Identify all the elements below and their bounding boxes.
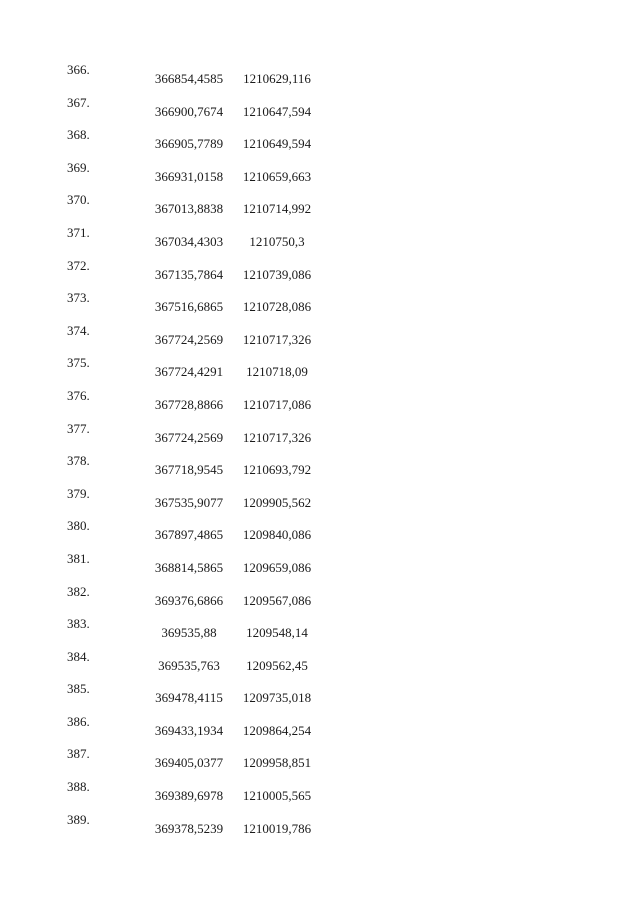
row-number: 367.	[67, 94, 90, 110]
row-number: 380.	[67, 518, 90, 534]
y-coordinate: 1209548,14	[246, 625, 308, 641]
table-row	[0, 355, 640, 388]
row-number: 384.	[67, 648, 90, 664]
y-coordinate: 1210714,992	[242, 201, 312, 217]
row-number: 381.	[67, 550, 90, 566]
row-number: 376.	[67, 387, 90, 403]
x-coordinate: 369478,4115	[155, 690, 223, 706]
y-coordinate: 1209562,45	[246, 657, 308, 673]
y-coordinate: 1210629,116	[243, 71, 311, 86]
row-number: 375.	[67, 355, 90, 371]
table-row	[0, 616, 640, 649]
table-row	[0, 95, 640, 128]
y-coordinate: 1210728,086	[242, 299, 312, 315]
x-coordinate: 369535,763	[158, 657, 220, 673]
x-coordinate: 367535,9077	[154, 494, 224, 510]
table-row	[0, 486, 640, 519]
x-coordinate: 369376,6866	[154, 592, 224, 608]
x-coordinate: 369389,6978	[154, 788, 224, 804]
table-row	[0, 225, 640, 258]
x-coordinate: 367897,4865	[154, 527, 224, 543]
x-coordinate: 366854,4585	[154, 71, 224, 86]
row-number: 366.	[67, 62, 90, 77]
y-coordinate: 1209840,086	[242, 527, 312, 543]
table-row	[0, 290, 640, 323]
table-row	[0, 453, 640, 486]
x-coordinate: 369433,1934	[154, 722, 224, 738]
x-coordinate: 367728,8866	[154, 396, 224, 412]
row-number: 387.	[67, 746, 90, 762]
table-row	[0, 746, 640, 779]
y-coordinate: 1209567,086	[242, 592, 312, 608]
row-number: 386.	[67, 713, 90, 729]
row-number: 382.	[67, 583, 90, 599]
y-coordinate: 1210717,326	[242, 429, 312, 445]
y-coordinate: 1210019,786	[242, 820, 312, 836]
y-coordinate: 1210005,565	[242, 788, 312, 804]
y-coordinate: 1210693,792	[242, 462, 312, 478]
x-coordinate: 369378,5239	[154, 820, 224, 836]
y-coordinate: 1210750,3	[249, 233, 305, 249]
y-coordinate: 1209659,086	[242, 559, 312, 575]
x-coordinate: 366931,0158	[154, 168, 224, 184]
x-coordinate: 367013,8838	[154, 201, 224, 217]
row-number: 377.	[67, 420, 90, 436]
y-coordinate: 1209735,018	[242, 690, 312, 706]
x-coordinate: 369405,0377	[154, 755, 224, 771]
y-coordinate: 1209864,254	[242, 722, 312, 738]
table-row	[0, 62, 640, 95]
y-coordinate: 1210718,09	[246, 364, 308, 380]
table-row	[0, 518, 640, 551]
row-number: 383.	[67, 616, 90, 632]
row-number: 373.	[67, 290, 90, 306]
x-coordinate: 368814,5865	[154, 559, 224, 575]
table-row	[0, 160, 640, 193]
table-row	[0, 779, 640, 812]
y-coordinate: 1210659,663	[242, 168, 312, 184]
x-coordinate: 367724,2569	[154, 429, 224, 445]
coordinate-table	[0, 62, 640, 844]
row-number: 379.	[67, 485, 90, 501]
x-coordinate: 366905,7789	[154, 136, 224, 152]
row-number: 388.	[67, 779, 90, 795]
y-coordinate: 1209958,851	[242, 755, 312, 771]
x-coordinate: 367724,4291	[154, 364, 224, 380]
y-coordinate: 1209905,562	[242, 494, 312, 510]
row-number: 374.	[67, 322, 90, 338]
table-row	[0, 551, 640, 584]
row-number: 370.	[67, 192, 90, 208]
table-row	[0, 584, 640, 617]
y-coordinate: 1210649,594	[242, 136, 312, 152]
row-number: 368.	[67, 127, 90, 143]
x-coordinate: 369535,88	[161, 625, 217, 641]
table-row	[0, 714, 640, 747]
row-number: 369.	[67, 159, 90, 175]
x-coordinate: 367516,6865	[154, 299, 224, 315]
table-row	[0, 258, 640, 291]
x-coordinate: 367718,9545	[154, 462, 224, 478]
table-row	[0, 421, 640, 454]
row-number: 371.	[67, 224, 90, 240]
x-coordinate: 367724,2569	[154, 331, 224, 347]
table-row	[0, 681, 640, 714]
x-coordinate: 367135,7864	[154, 266, 224, 282]
x-coordinate: 367034,4303	[154, 233, 224, 249]
y-coordinate: 1210717,086	[242, 396, 312, 412]
y-coordinate: 1210717,326	[242, 331, 312, 347]
row-number: 389.	[67, 811, 90, 827]
table-row	[0, 192, 640, 225]
y-coordinate: 1210739,086	[242, 266, 312, 282]
table-row	[0, 323, 640, 356]
row-number: 385.	[67, 681, 90, 697]
y-coordinate: 1210647,594	[242, 103, 312, 119]
table-row	[0, 812, 640, 845]
table-row	[0, 388, 640, 421]
row-number: 378.	[67, 453, 90, 469]
table-row	[0, 649, 640, 682]
x-coordinate: 366900,7674	[154, 103, 224, 119]
table-row	[0, 127, 640, 160]
row-number: 372.	[67, 257, 90, 273]
